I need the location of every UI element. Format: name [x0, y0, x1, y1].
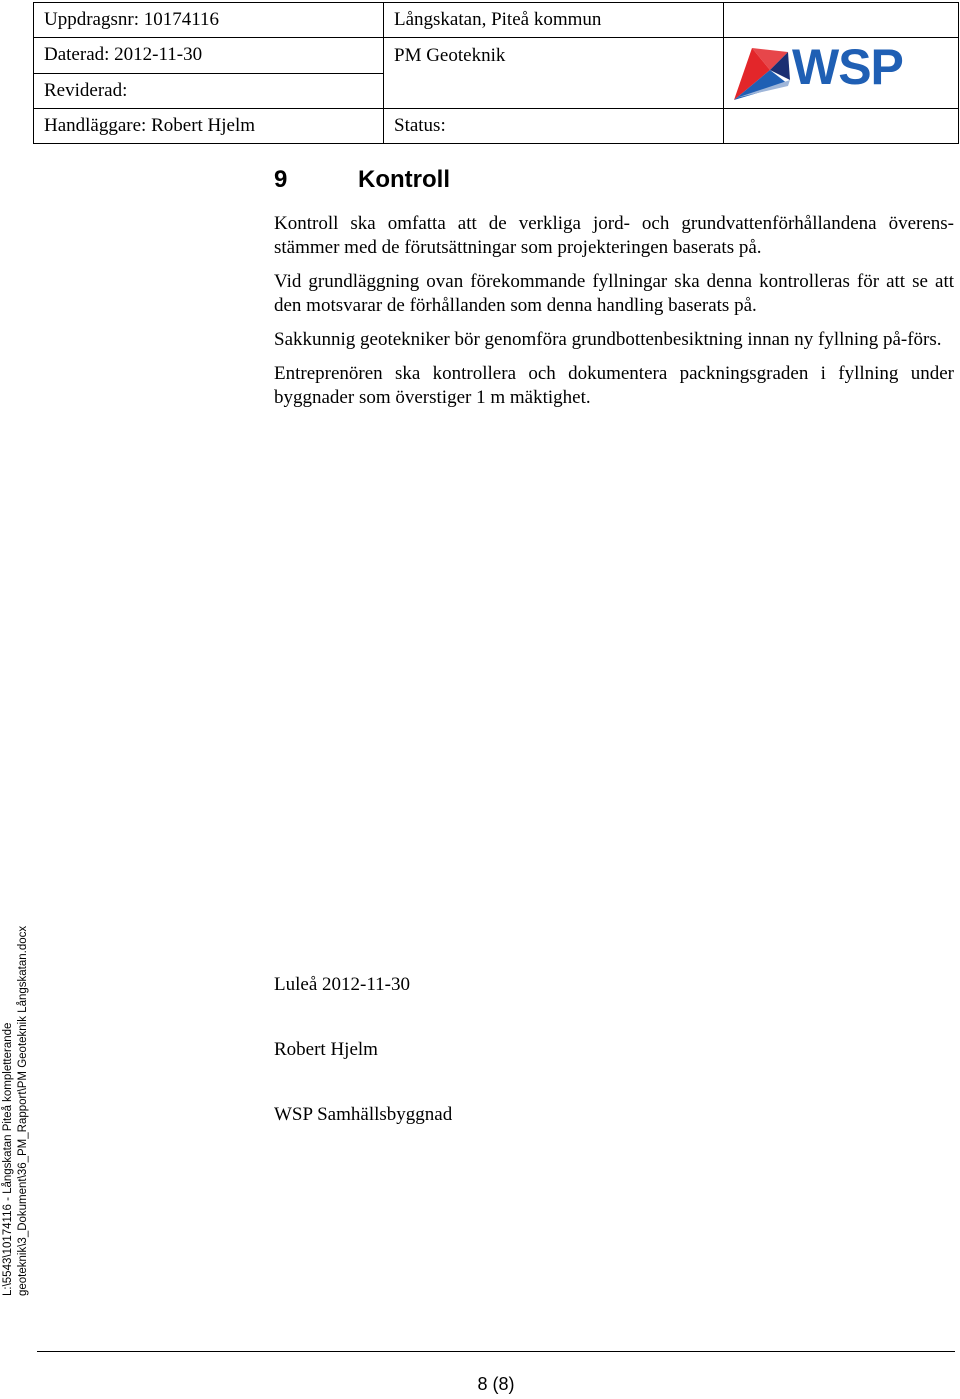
date: Daterad: 2012-11-30: [34, 38, 384, 73]
header-blank-cell: [384, 73, 724, 108]
file-path-line: L:\5543\10174116 - Långskatan Piteå kompletterande: [2, 1022, 14, 1296]
section-number: 9: [274, 166, 288, 193]
signature-place-date: Luleå 2012-11-30: [274, 974, 410, 995]
section-title: Kontroll: [358, 166, 450, 193]
paragraph: Vid grundläggning ovan förekommande fyllningar ska denna kontrolleras för att se att den motsvarar de förhållanden som denna handling baserats på.: [274, 271, 954, 316]
signature-company: WSP Samhällsbyggnad: [274, 1104, 453, 1125]
revised: Reviderad:: [34, 73, 384, 108]
handler: Handläggare: Robert Hjelm: [34, 108, 384, 143]
wsp-logo: [732, 40, 932, 108]
assignment-number: Uppdragsnr: 10174116: [34, 3, 384, 38]
section-heading: [274, 162, 954, 198]
file-path-margin: [1, 926, 31, 1296]
project-name: Långskatan, Piteå kommun: [384, 3, 724, 38]
svg-text:WSP: WSP: [792, 40, 903, 96]
main-content: [274, 162, 954, 420]
signature-name: Robert Hjelm: [274, 1039, 378, 1060]
logo-cell: [724, 38, 959, 109]
footer-divider: [37, 1351, 955, 1352]
header-table: [33, 2, 959, 144]
header-empty-cell-bottom: [724, 108, 959, 143]
page-number: 8 (8): [477, 1374, 515, 1394]
status: Status:: [384, 108, 724, 143]
paragraph: Entreprenören ska kontrollera och dokumentera packningsgraden i fyllning under byggnader som överstiger 1 m mäktighet.: [274, 363, 954, 408]
document-type: PM Geoteknik: [384, 38, 724, 73]
file-path-line: geoteknik\3_Dokument\36_PM_Rapport\PM Geoteknik Långskatan.docx: [17, 925, 29, 1296]
header-empty-cell: [724, 3, 959, 38]
paragraph: Kontroll ska omfatta att de verkliga jord- och grundvattenförhållandena överens-stämmer med de förutsättningar som projekteringen baserats på.: [274, 213, 954, 258]
paragraph: Sakkunnig geotekniker bör genomföra grundbottenbesiktning innan ny fyllning på-förs.: [274, 329, 942, 350]
